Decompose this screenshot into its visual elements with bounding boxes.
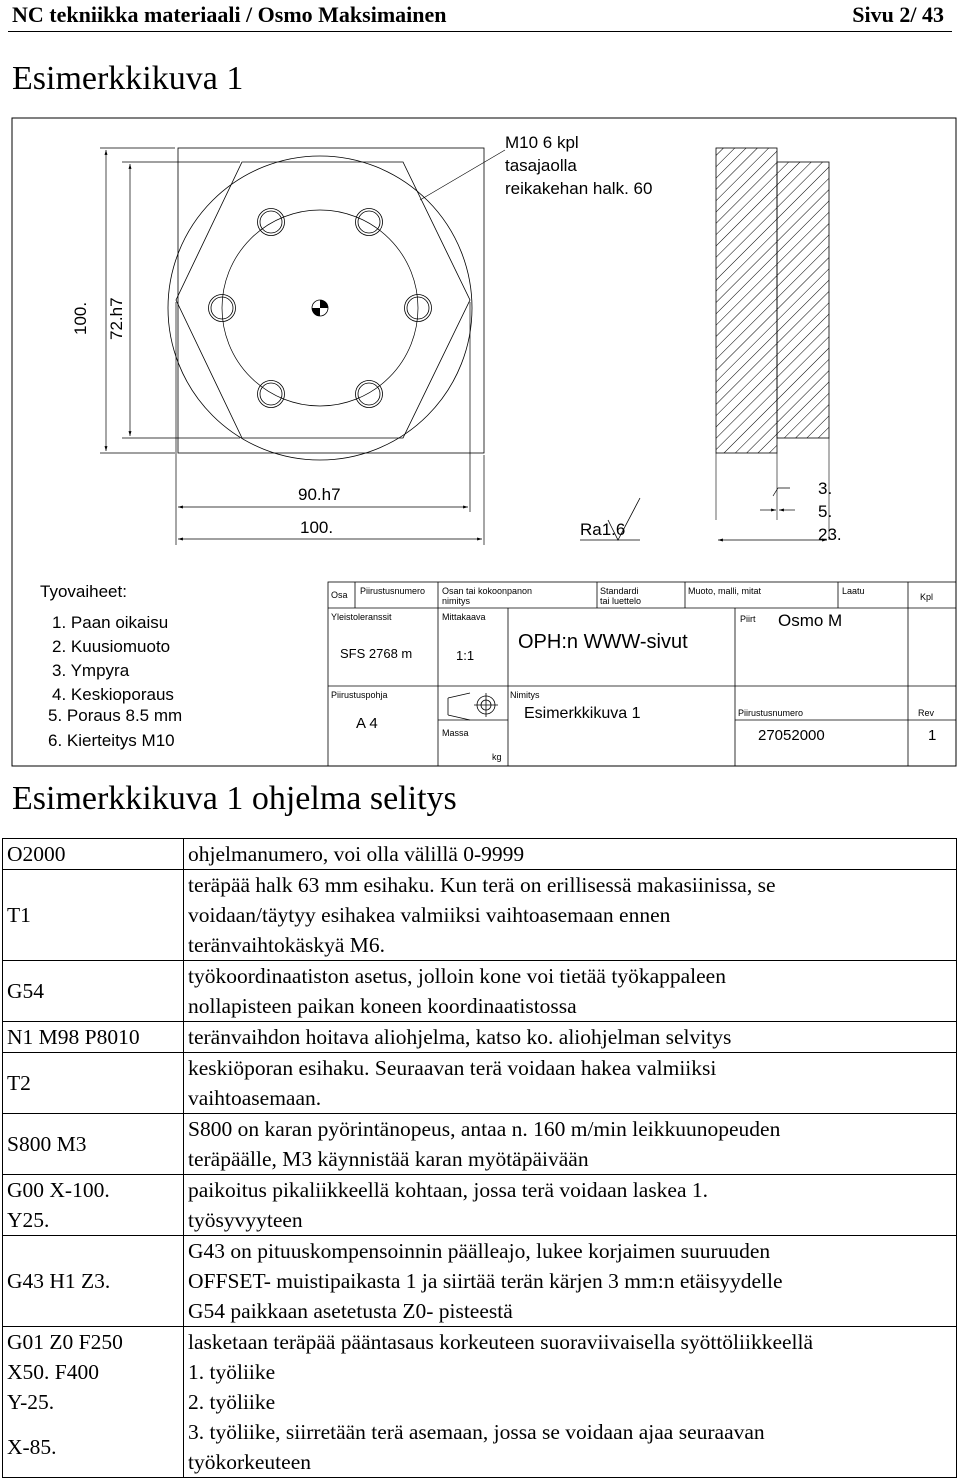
tb-piirt: Piirt: [740, 614, 756, 624]
tb-scale: 1:1: [456, 648, 475, 663]
tb-format: A 4: [356, 715, 378, 732]
desc-line: 3. työliike, siirretään terä asemaan, jossa se voidaan ajaa seuraavan: [188, 1420, 765, 1444]
desc-line: työkoordinaatiston asetus, jolloin kone voi tietää työkappaleen: [188, 964, 726, 988]
code-cell: N1 M98 P8010: [3, 1022, 184, 1053]
tb-mittakaava: Mittakaava: [442, 612, 486, 622]
table-row: [3, 1053, 957, 1114]
code-cell: Y-25.: [3, 1387, 184, 1417]
desc-line: S800 on karan pyörintänopeus, antaa n. 160 m/min leikkuunopeuden: [188, 1117, 781, 1141]
tb-name: Esimerkkikuva 1: [524, 705, 641, 722]
tb-nimitys: Nimitys: [510, 690, 540, 700]
dim-100-horizontal: 100.: [300, 518, 334, 537]
tb-piirustusnumero: Piirustusnumero: [360, 586, 426, 596]
tb-yleistoleranssit: Yleistoleranssit: [331, 612, 392, 622]
table-row: [3, 1357, 957, 1387]
desc-line: teräpää halk 63 mm esihaku. Kun terä on erillisessä makasiinissa, se: [188, 873, 776, 897]
tb-piirustuspohja: Piirustuspohja: [331, 690, 388, 700]
section-view: [716, 148, 829, 540]
tb-kpl: Kpl: [920, 592, 934, 602]
code-cell: T2: [3, 1053, 184, 1114]
code-line: G00 X-100.: [7, 1178, 110, 1202]
desc-cell: [184, 1175, 957, 1236]
desc-cell: ohjelmanumero, voi olla välillä 0-9999: [184, 839, 957, 870]
desc-line: OFFSET- muistipaikasta 1 ja siirtää terän kärjen 3 mm:n etäisyydelle: [188, 1269, 783, 1293]
table-row: [3, 1417, 957, 1478]
desc-cell: 2. työliike: [184, 1387, 957, 1417]
title-block-values: [340, 611, 936, 744]
phase-2: 2. Kuusiomuoto: [52, 637, 171, 656]
desc-line: teränvaihtokäskyä M6.: [188, 933, 386, 957]
desc-line: työsyvyyteen: [188, 1208, 303, 1232]
roughness-label: Ra1.6: [580, 520, 626, 539]
dim-90h7: 90.h7: [298, 485, 341, 504]
table-row: [3, 1236, 957, 1327]
tb-kg: kg: [492, 752, 502, 762]
code-cell: G54: [3, 961, 184, 1022]
table-row: [3, 961, 957, 1022]
program-table: [2, 838, 957, 1478]
table-row: [3, 1327, 957, 1358]
horizontal-dimensions: [176, 302, 484, 545]
dim-100-vertical: 100.: [71, 301, 90, 335]
front-view: [168, 148, 505, 460]
desc-cell: lasketaan teräpää pääntasaus korkeuteen suoraviivaisella syöttöliikkeellä: [184, 1327, 957, 1358]
desc-line: työkorkeuteen: [188, 1450, 311, 1474]
tb-rev: Rev: [918, 708, 935, 718]
dim-3: 3.: [818, 479, 833, 498]
dim-5: 5.: [818, 502, 833, 521]
tb-laatu: Laatu: [842, 586, 865, 596]
desc-cell: [184, 961, 957, 1022]
phase-1: 1. Paan oikaisu: [52, 613, 169, 632]
tb-osan-2: nimitys: [442, 596, 471, 606]
header-title: NC tekniikka materiaali / Osmo Maksimainen: [12, 2, 447, 27]
desc-cell: [184, 1114, 957, 1175]
phase-6: 6. Kierteitys M10: [48, 731, 175, 750]
desc-line: vaihtoasemaan.: [188, 1086, 322, 1110]
tb-piirustusnumero-2: Piirustusnumero: [738, 708, 804, 718]
table-row: [3, 839, 957, 870]
desc-line: G43 on pituuskompensoinnin päälleajo, lukee korjaimen suuruuden: [188, 1239, 771, 1263]
desc-line: G54 paikkaan asetetusta Z0- pisteestä: [188, 1299, 513, 1323]
page-number: Sivu 2/ 43: [852, 2, 944, 27]
code-cell: G01 Z0 F250: [3, 1327, 184, 1358]
code-cell: G43 H1 Z3.: [3, 1236, 184, 1327]
title-block: [328, 582, 956, 766]
desc-cell: 1. työliike: [184, 1357, 957, 1387]
tb-drafter: Osmo M: [778, 611, 843, 630]
desc-cell: [184, 870, 957, 961]
table-row: [3, 1387, 957, 1417]
code-cell: S800 M3: [3, 1114, 184, 1175]
tb-osan-1: Osan tai kokoonpanon: [442, 586, 533, 596]
code-cell: [3, 1175, 184, 1236]
tb-standardi-1: Standardi: [600, 586, 639, 596]
section-title: Esimerkkikuva 1 ohjelma selitys: [12, 780, 457, 817]
desc-line: paikoitus pikaliikkeellä kohtaan, jossa terä voidaan laskea 1.: [188, 1178, 709, 1202]
table-row: [3, 1114, 957, 1175]
table-row: [3, 1175, 957, 1236]
note-line-2: tasajaolla: [505, 156, 577, 175]
code-line: Y25.: [7, 1208, 50, 1232]
center-mark: [312, 300, 328, 316]
tb-revision: 1: [928, 727, 937, 744]
desc-cell: [184, 1417, 957, 1478]
dim-72h7-vertical: 72.h7: [107, 297, 126, 340]
tb-tolerance: SFS 2768 m: [340, 646, 413, 661]
table-row: [3, 870, 957, 961]
note-line-3: reikakehan halk. 60: [505, 179, 653, 198]
desc-line: voidaan/täytyy esihakea valmiiksi vaihtoasemaan ennen: [188, 903, 671, 927]
table-row: [3, 1022, 957, 1053]
desc-cell: [184, 1053, 957, 1114]
desc-cell: teränvaihdon hoitava aliohjelma, katso ko. aliohjelman selvitys: [184, 1022, 957, 1053]
code-cell: X-85.: [3, 1417, 184, 1478]
dim-23: 23.: [818, 525, 842, 544]
code-cell: T1: [3, 870, 184, 961]
tb-drawing-number: 27052000: [758, 727, 825, 744]
desc-line: teräpäälle, M3 käynnistää karan myötäpäivään: [188, 1147, 589, 1171]
note-line-1: M10 6 kpl: [505, 133, 579, 152]
tb-standardi-2: tai luettelo: [600, 596, 642, 606]
page-title: Esimerkkikuva 1: [12, 60, 244, 97]
tb-osa: Osa: [331, 590, 348, 600]
desc-cell: [184, 1236, 957, 1327]
title-block-labels: [331, 586, 935, 762]
tb-massa: Massa: [442, 728, 469, 738]
tb-muoto: Muoto, malli, mitat: [688, 586, 762, 596]
phase-5: 5. Poraus 8.5 mm: [48, 706, 183, 725]
desc-line: nollapisteen paikan koneen koordinaatistossa: [188, 994, 577, 1018]
code-cell: X50. F400: [3, 1357, 184, 1387]
phase-3: 3. Ympyra: [52, 661, 130, 680]
phase-4: 4. Keskioporaus: [52, 685, 174, 704]
desc-line: keskiöporan esihaku. Seuraavan terä voidaan hakea valmiiksi: [188, 1056, 717, 1080]
work-phases-title: Tyovaiheet:: [40, 582, 127, 601]
outer-square: [178, 148, 484, 453]
code-cell: O2000: [3, 839, 184, 870]
tb-org: OPH:n WWW-sivut: [518, 631, 688, 653]
